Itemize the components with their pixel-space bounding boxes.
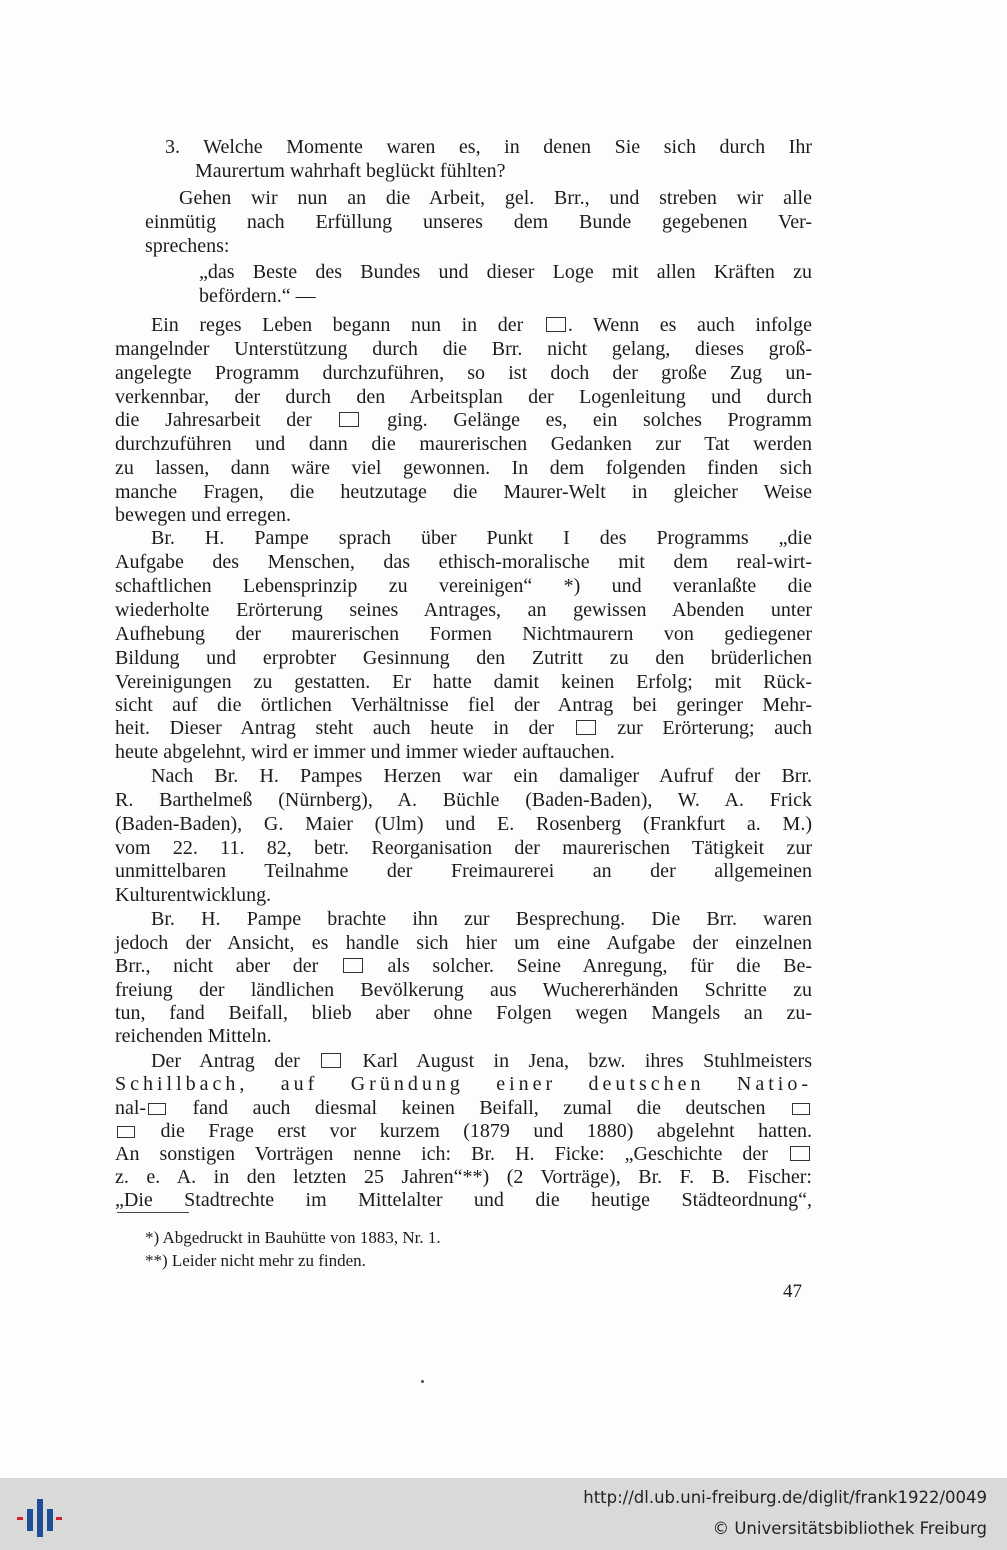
text-line: heute abgelehnt, wird er immer und immer wieder auftauchen. xyxy=(115,741,615,763)
text-line: unmittelbaren Teilnahme der Freimaurerei an der allgemeinen xyxy=(115,860,812,882)
text-line: zu lassen, dann wäre viel gewonnen. In dem folgenden finden sich xyxy=(115,457,812,479)
text-line: Der Antrag der Karl August in Jena, bzw. ihres Stuhlmeisters xyxy=(151,1050,812,1072)
text-line: heit. Dieser Antrag steht auch heute in der zur Erörterung; auch xyxy=(115,717,812,739)
quote-line: „das Beste des Bundes und dieser Loge mit allen Kräften zu xyxy=(199,261,812,283)
text-line: Aufgabe des Menschen, das ethisch-moralische mit dem real-wirt- xyxy=(115,551,812,573)
source-url-link[interactable]: http://dl.ub.uni-freiburg.de/diglit/frank1922/0049 xyxy=(583,1488,987,1507)
text-line: verkennbar, der durch den Arbeitsplan der Logenleitung und durch xyxy=(115,386,812,408)
text-line: manche Fragen, die heutzutage die Maurer-Welt in gleicher Weise xyxy=(115,481,812,503)
lodge-symbol-icon xyxy=(576,720,596,735)
lodge-symbol-icon xyxy=(790,1146,810,1161)
footnote: **) Leider nicht mehr zu finden. xyxy=(145,1251,366,1270)
page-number: 47 xyxy=(783,1281,802,1302)
text-line: „Die Stadtrechte im Mittelalter und die heutige Städteordnung“, xyxy=(115,1189,812,1211)
text-line: nal- fand auch diesmal keinen Beifall, zumal die deutschen xyxy=(115,1096,812,1121)
scan-speck xyxy=(421,1380,424,1383)
lodge-symbol-icon xyxy=(792,1103,810,1115)
text-line: durchzuführen und dann die maurerischen Gedanken zur Tat werden xyxy=(115,433,812,455)
text-line: R. Barthelmeß (Nürnberg), A. Büchle (Baden-Baden), W. A. Frick xyxy=(115,789,812,811)
footnote-divider xyxy=(117,1212,189,1213)
text-line: (Baden-Baden), G. Maier (Ulm) und E. Rosenberg (Frankfurt a. M.) xyxy=(115,813,812,835)
text-line: Ein reges Leben begann nun in der . Wenn es auch infolge xyxy=(151,314,812,336)
lodge-symbol-icon xyxy=(546,317,566,332)
text-line: Bildung und erprobter Gesinnung den Zutritt zu den brüderlichen xyxy=(115,647,812,669)
text-line: freiung der ländlichen Bevölkerung aus Wuchererhänden Schritte zu xyxy=(115,979,812,1001)
quote-line: befördern.“ — xyxy=(199,285,316,307)
lodge-symbol-icon xyxy=(321,1053,341,1068)
text-line: Nach Br. H. Pampes Herzen war ein damaliger Aufruf der Brr. xyxy=(151,765,812,787)
text-line: reichenden Mitteln. xyxy=(115,1025,272,1047)
text-line: vom 22. 11. 82, betr. Reorganisation der maurerischen Tätigkeit zur xyxy=(115,837,812,859)
copyright-notice: © Universitätsbibliothek Freiburg xyxy=(712,1519,987,1538)
text-line: Schillbach, auf Gründung einer deutschen Natio- xyxy=(115,1073,812,1095)
text-line: Aufhebung der maurerischen Formen Nichtmaurern von gediegener xyxy=(115,623,812,645)
text-line: einmütig nach Erfüllung unseres dem Bunde gegebenen Ver- xyxy=(145,211,812,233)
ub-freiburg-logo-icon[interactable] xyxy=(14,1489,64,1539)
footnote: *) Abgedruckt in Bauhütte von 1883, Nr. 1. xyxy=(145,1228,441,1247)
text-line: Br. H. Pampe sprach über Punkt I des Programms „die xyxy=(151,527,812,549)
text-line: Brr., nicht aber der als solcher. Seine Anregung, für die Be- xyxy=(115,955,813,977)
text-line: z. e. A. in den letzten 25 Jahren“**) (2 Vorträge), Br. F. B. Fischer: xyxy=(115,1166,812,1188)
text-line: Kulturentwicklung. xyxy=(115,884,272,906)
text-line: tun, fand Beifall, blieb aber ohne Folgen wegen Mangels an zu- xyxy=(115,1002,812,1024)
lodge-symbol-icon xyxy=(117,1126,135,1138)
text-line: Gehen wir nun an die Arbeit, gel. Brr., und streben wir alle xyxy=(179,187,812,209)
text-line: bewegen und erregen. xyxy=(115,504,292,526)
text-line: die Frage erst vor kurzem (1879 und 1880) abgelehnt hatten. xyxy=(115,1119,812,1144)
lodge-symbol-icon xyxy=(148,1103,166,1115)
text-line: schaftlichen Lebensprinzip zu vereinigen“ *) und veranlaßte die xyxy=(115,575,812,597)
lodge-symbol-icon xyxy=(339,412,359,427)
text-line: Maurertum wahrhaft beglückt fühlten? xyxy=(195,160,506,182)
text-line: angelegte Programm durchzuführen, so ist doch der große Zug un- xyxy=(115,362,812,384)
text-line: mangelnder Unterstützung durch die Brr. nicht gelang, dieses groß- xyxy=(115,338,812,360)
text-line: sicht auf die örtlichen Verhältnisse fiel der Antrag bei geringer Mehr- xyxy=(115,694,812,716)
text-line: jedoch der Ansicht, es handle sich hier um eine Aufgabe der einzelnen xyxy=(115,932,812,954)
text-line: 3. Welche Momente waren es, in denen Sie sich durch Ihr xyxy=(165,136,812,158)
text-line: sprechens: xyxy=(145,235,230,257)
text-line: Vereinigungen zu gestatten. Er hatte damit keinen Erfolg; mit Rück- xyxy=(115,671,812,693)
text-line: An sonstigen Vorträgen nenne ich: Br. H. Ficke: „Geschichte der xyxy=(115,1142,812,1167)
text-line: wiederholte Erörterung seines Antrages, an gewissen Abenden unter xyxy=(115,599,812,621)
lodge-symbol-icon xyxy=(343,958,363,973)
text-line: die Jahresarbeit der ging. Gelänge es, ein solches Programm xyxy=(115,409,812,431)
text-line: Br. H. Pampe brachte ihn zur Besprechung. Die Brr. waren xyxy=(151,908,812,930)
